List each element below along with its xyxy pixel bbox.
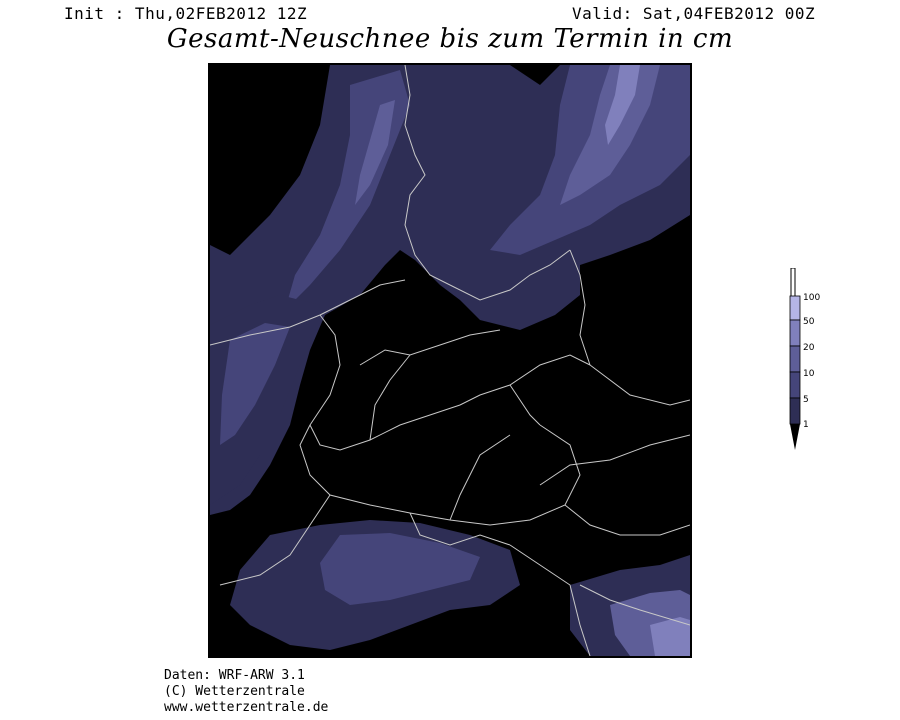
legend-colorbar — [785, 268, 803, 458]
footer-data-source: Daten: WRF-ARW 3.1 — [164, 668, 305, 683]
legend-label-1: 1 — [803, 420, 809, 430]
init-time: Init : Thu,02FEB2012 12Z — [64, 4, 308, 23]
footer-copyright: (C) Wetterzentrale — [164, 684, 305, 699]
footer-website: www.wetterzentrale.de — [164, 700, 329, 715]
legend-swatch-10 — [790, 372, 800, 398]
legend-arrow-top — [791, 268, 795, 298]
legend-swatch-50 — [790, 320, 800, 346]
legend-label-5: 5 — [803, 395, 809, 405]
legend-label-10: 10 — [803, 369, 815, 379]
map-canvas — [210, 65, 690, 656]
legend-label-50: 50 — [803, 317, 815, 327]
legend-swatch-100 — [790, 296, 800, 320]
map-title: Gesamt-Neuschnee bis zum Termin in cm — [166, 24, 734, 54]
legend-arrow-bottom — [790, 424, 800, 450]
legend-swatch-20 — [790, 346, 800, 372]
legend-label-20: 20 — [803, 343, 815, 353]
valid-time: Valid: Sat,04FEB2012 00Z — [572, 4, 816, 23]
legend-swatch-5 — [790, 398, 800, 424]
snowfall-map — [208, 63, 692, 658]
footer-credits — [164, 668, 328, 716]
legend-label-100: 100 — [803, 293, 821, 303]
color-legend — [785, 268, 845, 458]
